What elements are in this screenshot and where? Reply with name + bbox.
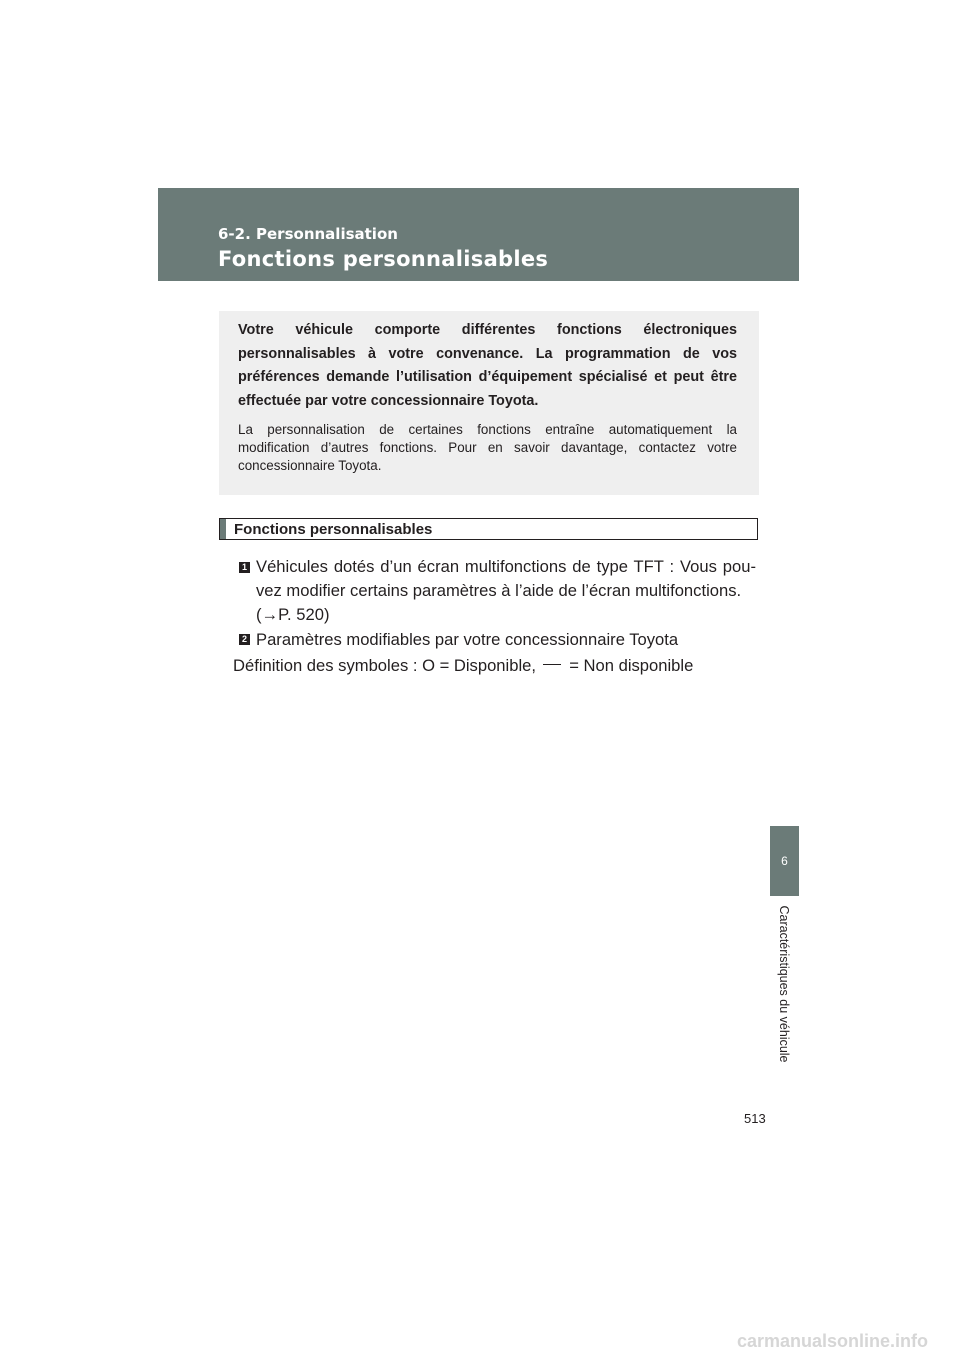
page-reference-link[interactable]: (→P. 520)	[256, 605, 330, 624]
watermark: carmanualsonline.info	[737, 1331, 929, 1351]
dash-symbol-icon	[543, 664, 561, 665]
symbol-definitions-suffix: = Non disponible	[569, 656, 694, 675]
symbol-definitions	[233, 654, 693, 678]
page-title: Fonctions personnalisables	[218, 247, 549, 271]
chapter-tab[interactable]	[770, 826, 799, 896]
section-subheading	[219, 518, 758, 540]
chapter-label: Caractéristiques du véhicule	[777, 905, 791, 1063]
chapter-number: 6	[781, 854, 788, 868]
header-band	[158, 188, 799, 281]
list-item-1	[256, 555, 756, 627]
intro-bold-text: Votre véhicule comporte différentes fonctions électroniques personnalisables à votre convenance. La programmation de vos préférences demande l’utilisation d’équipement spécialisé et peut être effectuée par votre concessionnaire Toyota.	[238, 322, 737, 409]
list-item-1-text: Véhicules dotés d’un écran multifonctions de type TFT : Vous pou-vez modifier certains paramètres à l’aide de l’écran multifonctions.	[256, 557, 756, 600]
number-1-icon: 1	[239, 562, 250, 573]
intro-box	[219, 311, 759, 495]
intro-regular-text: La personnalisation de certaines fonctions entraîne automatiquement la modification d’autres fonctions. Pour en savoir davantage, contactez votre concessionnaire Toyota.	[238, 422, 737, 473]
symbol-definitions-prefix: Définition des symboles : O = Disponible,	[233, 656, 536, 675]
subheading-accent-bar	[220, 519, 226, 539]
subheading-text: Fonctions personnalisables	[234, 521, 433, 538]
section-label: 6-2. Personnalisation	[218, 225, 398, 243]
number-2-icon: 2	[239, 634, 250, 645]
list-item-2: Paramètres modifiables par votre concessionnaire Toyota	[256, 630, 679, 649]
page-number: 513	[744, 1111, 766, 1126]
